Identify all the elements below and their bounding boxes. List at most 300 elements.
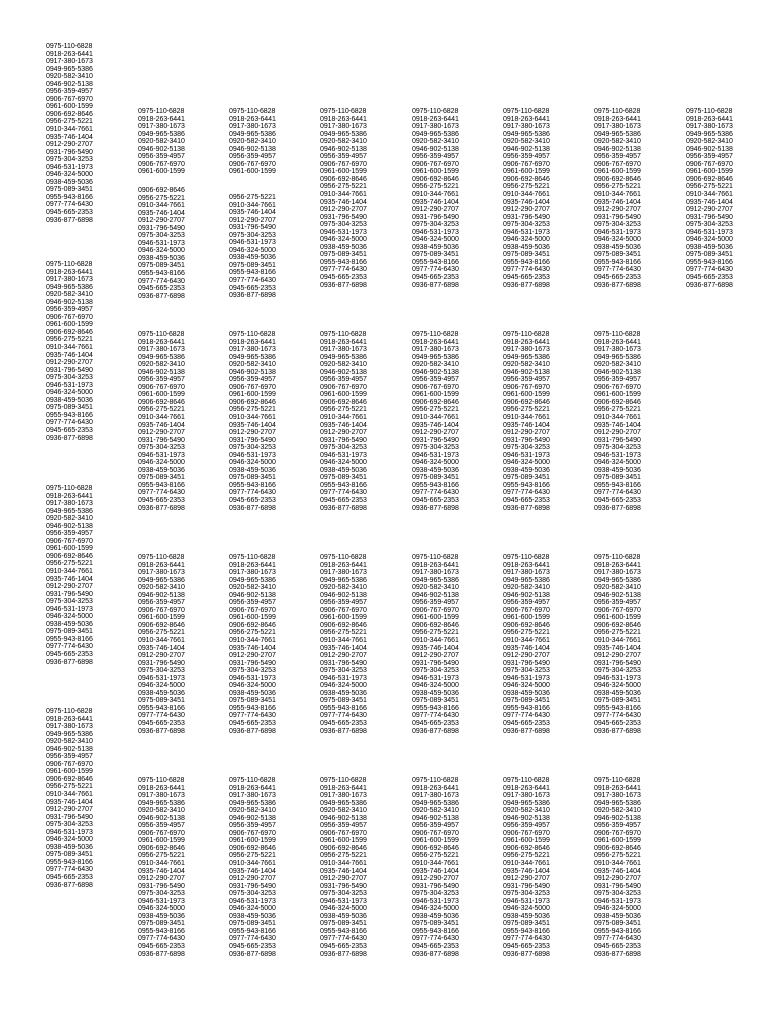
phone-number-entry: 0946-324-5000 xyxy=(503,682,550,690)
phone-number-entry: 0938-459-5036 xyxy=(320,243,367,251)
phone-number-entry: 0955-943-8166 xyxy=(320,927,367,935)
phone-number-entry: 0906-767-6970 xyxy=(138,829,185,837)
phone-number-entry: 0975-089-3451 xyxy=(503,474,550,482)
phone-number-entry: 0956-359-4957 xyxy=(229,153,276,161)
phone-number-entry: 0975-110-6828 xyxy=(503,777,550,784)
phone-number-entry: 0946-902-5138 xyxy=(46,298,93,306)
phone-number-entry: 0917-380-1673 xyxy=(138,123,185,131)
phone-number-entry: 0956-275-5221 xyxy=(412,629,459,637)
phone-number-entry: 0935-746-1404 xyxy=(686,198,733,206)
grid-row-3-col-4 xyxy=(412,554,459,735)
phone-number-entry: 0906-767-6970 xyxy=(412,383,459,391)
phone-number-entry: 0917-380-1673 xyxy=(138,569,185,577)
phone-number-entry: 0910-344-7661 xyxy=(503,414,550,422)
phone-number-entry: 0945-665-2353 xyxy=(46,874,93,882)
phone-number-entry: 0935-746-1404 xyxy=(503,198,550,206)
phone-number-entry: 0975-089-3451 xyxy=(594,251,641,259)
phone-number-entry: 0956-275-5221 xyxy=(594,852,641,860)
phone-number-entry: 0918-263-6441 xyxy=(594,338,641,346)
phone-number-entry: 0975-110-6828 xyxy=(412,554,459,561)
phone-number-entry: 0906-767-6970 xyxy=(229,829,276,837)
phone-number-entry: 0906-767-6970 xyxy=(503,606,550,614)
phone-number-entry: 0938-459-5036 xyxy=(594,466,641,474)
phone-number-entry: 0906-767-6970 xyxy=(46,537,93,545)
phone-number-entry: 0935-746-1404 xyxy=(138,209,185,217)
phone-number-entry: 0961-600-1599 xyxy=(594,168,641,176)
phone-number-entry: 0961-600-1599 xyxy=(412,168,459,176)
phone-number-entry: 0956-359-4957 xyxy=(594,376,641,384)
phone-number-entry: 0956-275-5221 xyxy=(138,406,185,414)
phone-number-entry: 0975-089-3451 xyxy=(138,697,185,705)
phone-number-entry: 0935-746-1404 xyxy=(229,867,276,875)
phone-number-entry: 0956-275-5221 xyxy=(320,406,367,414)
phone-number-entry: 0946-531-1973 xyxy=(138,451,185,459)
phone-number-entry: 0946-902-5138 xyxy=(686,145,733,153)
phone-number-entry: 0946-324-5000 xyxy=(320,682,367,690)
phone-number-entry: 0956-275-5221 xyxy=(412,183,459,191)
phone-number-entry: 0906-692-8646 xyxy=(594,175,641,183)
phone-number-entry: 0946-531-1973 xyxy=(594,228,641,236)
phone-number-entry: 0917-380-1673 xyxy=(503,792,550,800)
phone-number-entry: 0949-965-5386 xyxy=(320,799,367,807)
grid-row-4-col-4 xyxy=(412,777,459,958)
phone-number-entry: 0931-796-5490 xyxy=(138,224,185,232)
phone-number-entry: 0946-324-5000 xyxy=(46,389,93,397)
phone-number-entry: 0920-582-3410 xyxy=(320,807,367,815)
phone-number-entry: 0975-304-3253 xyxy=(412,667,459,675)
phone-number-entry: 0912-290-2707 xyxy=(320,875,367,883)
phone-number-entry: 0961-600-1599 xyxy=(46,545,93,553)
phone-number-entry: 0938-459-5036 xyxy=(229,689,276,697)
grid-row-1-col-1-upper xyxy=(138,108,185,176)
phone-number-entry: 0917-380-1673 xyxy=(229,346,276,354)
phone-number-entry: 0906-692-8646 xyxy=(412,398,459,406)
phone-number-entry: 0945-665-2353 xyxy=(229,497,276,505)
phone-number-entry: 0975-110-6828 xyxy=(229,554,276,561)
phone-number-entry: 0946-531-1973 xyxy=(503,674,550,682)
phone-number-entry: 0910-344-7661 xyxy=(320,414,367,422)
phone-number-entry: 0955-943-8166 xyxy=(503,927,550,935)
phone-number-entry: 0949-965-5386 xyxy=(320,576,367,584)
phone-number-entry: 0935-746-1404 xyxy=(412,421,459,429)
phone-number-entry: 0918-263-6441 xyxy=(686,115,733,123)
phone-number-entry: 0955-943-8166 xyxy=(229,704,276,712)
phone-number-entry: 0956-359-4957 xyxy=(229,376,276,384)
phone-number-entry: 0918-263-6441 xyxy=(46,492,93,500)
phone-number-entry: 0949-965-5386 xyxy=(46,283,93,291)
phone-number-entry: 0946-324-5000 xyxy=(412,905,459,913)
phone-number-entry: 0910-344-7661 xyxy=(412,191,459,199)
phone-number-entry: 0946-324-5000 xyxy=(503,905,550,913)
phone-number-entry: 0938-459-5036 xyxy=(503,466,550,474)
phone-number-entry: 0946-324-5000 xyxy=(412,682,459,690)
phone-number-entry: 0912-290-2707 xyxy=(503,429,550,437)
phone-number-entry: 0946-902-5138 xyxy=(46,522,93,530)
phone-number-entry: 0945-665-2353 xyxy=(686,274,733,282)
phone-number-entry: 0946-324-5000 xyxy=(138,682,185,690)
phone-number-entry: 0946-531-1973 xyxy=(320,228,367,236)
phone-number-entry: 0946-902-5138 xyxy=(46,80,93,88)
phone-number-entry: 0946-324-5000 xyxy=(412,459,459,467)
phone-number-entry: 0912-290-2707 xyxy=(46,359,93,367)
phone-number-entry: 0910-344-7661 xyxy=(594,191,641,199)
phone-number-entry: 0936-877-6898 xyxy=(138,727,185,735)
phone-number-entry: 0918-263-6441 xyxy=(503,784,550,792)
phone-number-entry: 0906-767-6970 xyxy=(46,313,93,321)
phone-number-entry: 0977-774-6430 xyxy=(320,489,367,497)
phone-number-entry: 0946-531-1973 xyxy=(412,674,459,682)
phone-number-entry: 0918-263-6441 xyxy=(503,115,550,123)
phone-number-entry: 0946-531-1973 xyxy=(320,897,367,905)
phone-number-entry: 0946-902-5138 xyxy=(412,591,459,599)
phone-number-entry: 0910-344-7661 xyxy=(229,860,276,868)
phone-number-entry: 0946-902-5138 xyxy=(412,814,459,822)
phone-number-entry: 0956-359-4957 xyxy=(320,822,367,830)
phone-number-entry: 0961-600-1599 xyxy=(320,837,367,845)
phone-number-entry: 0955-943-8166 xyxy=(503,481,550,489)
phone-number-entry: 0935-746-1404 xyxy=(320,867,367,875)
phone-number-entry: 0945-665-2353 xyxy=(320,274,367,282)
phone-number-entry: 0936-877-6898 xyxy=(320,281,367,289)
phone-number-entry: 0975-089-3451 xyxy=(229,261,276,269)
phone-number-entry: 0918-263-6441 xyxy=(412,338,459,346)
phone-number-entry: 0975-089-3451 xyxy=(229,697,276,705)
phone-number-entry: 0936-877-6898 xyxy=(594,950,641,958)
phone-number-entry: 0946-324-5000 xyxy=(320,236,367,244)
phone-number-entry: 0949-965-5386 xyxy=(594,576,641,584)
phone-number-entry: 0946-324-5000 xyxy=(503,236,550,244)
phone-number-entry: 0955-943-8166 xyxy=(138,481,185,489)
phone-number-entry: 0975-089-3451 xyxy=(138,920,185,928)
phone-number-entry: 0920-582-3410 xyxy=(686,138,733,146)
phone-number-entry: 0917-380-1673 xyxy=(46,276,93,284)
phone-number-entry: 0975-304-3253 xyxy=(503,444,550,452)
left-column-block-2 xyxy=(46,261,93,442)
phone-number-entry: 0910-344-7661 xyxy=(138,202,185,210)
phone-number-entry: 0931-796-5490 xyxy=(320,659,367,667)
phone-number-entry: 0938-459-5036 xyxy=(412,466,459,474)
phone-number-entry: 0906-692-8646 xyxy=(46,775,93,783)
phone-number-entry: 0910-344-7661 xyxy=(229,637,276,645)
phone-number-entry: 0977-774-6430 xyxy=(594,489,641,497)
phone-number-entry: 0920-582-3410 xyxy=(320,584,367,592)
phone-number-entry: 0975-110-6828 xyxy=(46,485,93,492)
phone-number-entry: 0906-767-6970 xyxy=(594,829,641,837)
phone-number-entry: 0975-089-3451 xyxy=(503,697,550,705)
phone-number-entry: 0961-600-1599 xyxy=(320,614,367,622)
phone-number-entry: 0949-965-5386 xyxy=(46,730,93,738)
phone-number-entry: 0956-275-5221 xyxy=(412,852,459,860)
phone-number-entry: 0961-600-1599 xyxy=(138,168,185,176)
phone-number-entry: 0910-344-7661 xyxy=(46,791,93,799)
phone-number-entry: 0977-774-6430 xyxy=(686,266,733,274)
phone-number-entry: 0917-380-1673 xyxy=(138,792,185,800)
phone-number-entry: 0906-692-8646 xyxy=(138,844,185,852)
phone-number-entry: 0917-380-1673 xyxy=(503,123,550,131)
phone-number-entry: 0956-275-5221 xyxy=(229,194,276,201)
phone-number-entry: 0936-877-6898 xyxy=(320,950,367,958)
phone-number-entry: 0912-290-2707 xyxy=(412,652,459,660)
phone-number-entry: 0936-877-6898 xyxy=(412,727,459,735)
phone-number-entry: 0975-304-3253 xyxy=(412,444,459,452)
phone-number-entry: 0906-692-8646 xyxy=(229,621,276,629)
phone-number-entry: 0977-774-6430 xyxy=(412,712,459,720)
phone-number-entry: 0918-263-6441 xyxy=(138,784,185,792)
phone-number-entry: 0956-275-5221 xyxy=(594,629,641,637)
phone-number-entry: 0946-531-1973 xyxy=(229,897,276,905)
phone-number-entry: 0975-304-3253 xyxy=(46,374,93,382)
phone-number-entry: 0906-767-6970 xyxy=(594,383,641,391)
phone-number-entry: 0906-692-8646 xyxy=(46,328,93,336)
phone-number-entry: 0977-774-6430 xyxy=(503,489,550,497)
phone-number-entry: 0977-774-6430 xyxy=(138,277,185,285)
phone-number-entry: 0906-692-8646 xyxy=(229,398,276,406)
grid-row-1-col-3 xyxy=(320,108,367,289)
phone-number-entry: 0918-263-6441 xyxy=(229,115,276,123)
phone-number-entry: 0977-774-6430 xyxy=(229,935,276,943)
phone-number-entry: 0938-459-5036 xyxy=(503,243,550,251)
phone-number-entry: 0912-290-2707 xyxy=(138,217,185,225)
phone-number-entry: 0920-582-3410 xyxy=(138,584,185,592)
phone-number-entry: 0961-600-1599 xyxy=(320,391,367,399)
phone-number-entry: 0912-290-2707 xyxy=(138,652,185,660)
phone-number-entry: 0961-600-1599 xyxy=(412,837,459,845)
phone-number-entry: 0975-110-6828 xyxy=(686,108,733,115)
phone-number-entry: 0945-665-2353 xyxy=(229,943,276,951)
phone-number-entry: 0945-665-2353 xyxy=(412,274,459,282)
phone-number-entry: 0946-324-5000 xyxy=(594,682,641,690)
phone-number-entry: 0977-774-6430 xyxy=(320,266,367,274)
phone-number-entry: 0975-089-3451 xyxy=(594,697,641,705)
grid-row-2-col-5 xyxy=(503,331,550,512)
phone-number-entry: 0946-902-5138 xyxy=(594,591,641,599)
phone-number-entry: 0906-767-6970 xyxy=(503,383,550,391)
phone-number-entry: 0936-877-6898 xyxy=(229,727,276,735)
phone-number-entry: 0906-692-8646 xyxy=(46,110,93,118)
phone-number-entry: 0912-290-2707 xyxy=(320,429,367,437)
phone-number-entry: 0946-902-5138 xyxy=(320,591,367,599)
phone-number-entry: 0956-275-5221 xyxy=(46,336,93,344)
phone-number-entry: 0955-943-8166 xyxy=(229,927,276,935)
phone-number-entry: 0961-600-1599 xyxy=(503,614,550,622)
phone-number-entry: 0946-902-5138 xyxy=(412,145,459,153)
phone-number-entry: 0912-290-2707 xyxy=(594,429,641,437)
phone-number-entry: 0938-459-5036 xyxy=(503,689,550,697)
phone-number-entry: 0945-665-2353 xyxy=(138,497,185,505)
phone-number-entry: 0956-275-5221 xyxy=(138,629,185,637)
phone-number-entry: 0920-582-3410 xyxy=(46,73,93,81)
phone-number-entry: 0949-965-5386 xyxy=(594,130,641,138)
phone-number-entry: 0946-531-1973 xyxy=(503,228,550,236)
phone-number-entry: 0955-943-8166 xyxy=(46,193,93,201)
phone-number-entry: 0938-459-5036 xyxy=(138,689,185,697)
phone-number-entry: 0975-304-3253 xyxy=(594,890,641,898)
phone-number-entry: 0906-767-6970 xyxy=(229,160,276,168)
phone-number-entry: 0931-796-5490 xyxy=(46,590,93,598)
phone-number-entry: 0975-304-3253 xyxy=(229,231,276,239)
phone-number-entry: 0938-459-5036 xyxy=(229,254,276,262)
phone-number-entry: 0945-665-2353 xyxy=(412,497,459,505)
phone-number-entry: 0946-531-1973 xyxy=(594,674,641,682)
phone-number-entry: 0917-380-1673 xyxy=(320,569,367,577)
phone-number-entry: 0975-110-6828 xyxy=(412,108,459,115)
phone-number-entry: 0912-290-2707 xyxy=(594,652,641,660)
grid-row-1-col-2-upper xyxy=(229,108,276,176)
phone-number-entry: 0912-290-2707 xyxy=(412,206,459,214)
phone-number-entry: 0946-902-5138 xyxy=(138,814,185,822)
phone-number-entry: 0918-263-6441 xyxy=(138,338,185,346)
phone-number-entry: 0956-359-4957 xyxy=(138,153,185,161)
phone-number-entry: 0906-692-8646 xyxy=(412,844,459,852)
grid-row-4-col-6 xyxy=(594,777,641,958)
phone-number-entry: 0975-089-3451 xyxy=(320,474,367,482)
phone-number-entry: 0945-665-2353 xyxy=(320,943,367,951)
phone-number-entry: 0938-459-5036 xyxy=(229,912,276,920)
phone-number-entry: 0917-380-1673 xyxy=(46,723,93,731)
phone-number-entry: 0935-746-1404 xyxy=(320,198,367,206)
phone-number-entry: 0945-665-2353 xyxy=(412,943,459,951)
phone-number-entry: 0975-089-3451 xyxy=(412,697,459,705)
phone-number-entry: 0906-767-6970 xyxy=(412,160,459,168)
phone-number-entry: 0935-746-1404 xyxy=(503,867,550,875)
phone-number-entry: 0975-304-3253 xyxy=(138,232,185,240)
phone-number-entry: 0912-290-2707 xyxy=(138,875,185,883)
phone-number-entry: 0961-600-1599 xyxy=(503,168,550,176)
phone-number-entry: 0912-290-2707 xyxy=(46,583,93,591)
phone-number-entry: 0906-767-6970 xyxy=(138,160,185,168)
phone-number-entry: 0936-877-6898 xyxy=(412,281,459,289)
phone-number-entry: 0949-965-5386 xyxy=(412,353,459,361)
phone-number-entry: 0955-943-8166 xyxy=(594,481,641,489)
phone-number-entry: 0910-344-7661 xyxy=(686,191,733,199)
phone-number-entry: 0975-304-3253 xyxy=(320,444,367,452)
phone-number-entry: 0917-380-1673 xyxy=(594,346,641,354)
phone-number-entry: 0975-110-6828 xyxy=(229,108,276,115)
phone-number-entry: 0961-600-1599 xyxy=(320,168,367,176)
phone-number-entry: 0946-531-1973 xyxy=(320,674,367,682)
phone-number-entry: 0956-359-4957 xyxy=(412,153,459,161)
phone-number-entry: 0956-359-4957 xyxy=(138,822,185,830)
phone-number-entry: 0946-531-1973 xyxy=(229,239,276,247)
phone-number-entry: 0917-380-1673 xyxy=(229,792,276,800)
phone-number-entry: 0975-089-3451 xyxy=(46,404,93,412)
phone-number-entry: 0938-459-5036 xyxy=(46,396,93,404)
phone-number-entry: 0917-380-1673 xyxy=(686,123,733,131)
phone-number-entry: 0975-110-6828 xyxy=(594,108,641,115)
phone-number-entry: 0977-774-6430 xyxy=(229,712,276,720)
phone-number-entry: 0955-943-8166 xyxy=(594,704,641,712)
phone-number-entry: 0938-459-5036 xyxy=(46,843,93,851)
phone-number-entry: 0949-965-5386 xyxy=(138,799,185,807)
phone-number-entry: 0931-796-5490 xyxy=(138,436,185,444)
phone-number-entry: 0906-692-8646 xyxy=(686,175,733,183)
phone-number-entry: 0956-359-4957 xyxy=(138,599,185,607)
phone-number-entry: 0912-290-2707 xyxy=(503,206,550,214)
phone-number-entry: 0975-110-6828 xyxy=(320,777,367,784)
phone-number-entry: 0906-692-8646 xyxy=(138,398,185,406)
phone-number-entry: 0931-796-5490 xyxy=(320,436,367,444)
phone-number-entry: 0946-324-5000 xyxy=(229,246,276,254)
phone-number-entry: 0906-767-6970 xyxy=(229,383,276,391)
phone-number-entry: 0975-304-3253 xyxy=(320,221,367,229)
grid-row-1-col-6 xyxy=(594,108,641,289)
phone-number-entry: 0975-110-6828 xyxy=(138,331,185,338)
phone-number-entry: 0912-290-2707 xyxy=(412,429,459,437)
phone-number-entry: 0946-324-5000 xyxy=(46,613,93,621)
phone-number-entry: 0946-531-1973 xyxy=(229,451,276,459)
phone-number-entry: 0975-304-3253 xyxy=(138,667,185,675)
phone-number-entry: 0975-110-6828 xyxy=(594,777,641,784)
phone-number-entry: 0918-263-6441 xyxy=(503,561,550,569)
phone-number-entry: 0920-582-3410 xyxy=(594,807,641,815)
phone-number-entry: 0956-275-5221 xyxy=(594,406,641,414)
grid-row-2-col-6 xyxy=(594,331,641,512)
phone-number-entry: 0931-796-5490 xyxy=(320,882,367,890)
grid-row-2-col-2 xyxy=(229,331,276,512)
phone-number-entry: 0936-877-6898 xyxy=(229,950,276,958)
phone-number-entry: 0912-290-2707 xyxy=(412,875,459,883)
phone-number-entry: 0975-304-3253 xyxy=(229,890,276,898)
phone-number-entry: 0946-902-5138 xyxy=(594,814,641,822)
phone-number-entry: 0920-582-3410 xyxy=(138,138,185,146)
phone-number-entry: 0977-774-6430 xyxy=(412,935,459,943)
phone-number-entry: 0977-774-6430 xyxy=(594,712,641,720)
phone-number-entry: 0955-943-8166 xyxy=(412,258,459,266)
phone-number-entry: 0917-380-1673 xyxy=(412,569,459,577)
phone-number-entry: 0975-089-3451 xyxy=(320,251,367,259)
phone-number-entry: 0946-531-1973 xyxy=(46,381,93,389)
phone-number-entry: 0938-459-5036 xyxy=(412,912,459,920)
phone-number-entry: 0975-304-3253 xyxy=(46,598,93,606)
phone-number-entry: 0918-263-6441 xyxy=(594,784,641,792)
phone-number-entry: 0946-531-1973 xyxy=(46,828,93,836)
phone-number-entry: 0938-459-5036 xyxy=(320,466,367,474)
phone-number-entry: 0975-110-6828 xyxy=(594,554,641,561)
phone-number-entry: 0975-089-3451 xyxy=(686,251,733,259)
phone-number-entry: 0946-324-5000 xyxy=(503,459,550,467)
phone-number-entry: 0955-943-8166 xyxy=(686,258,733,266)
phone-number-entry: 0920-582-3410 xyxy=(594,361,641,369)
phone-number-entry: 0931-796-5490 xyxy=(138,882,185,890)
phone-number-entry: 0918-263-6441 xyxy=(46,50,93,58)
phone-number-entry: 0920-582-3410 xyxy=(503,584,550,592)
phone-number-entry: 0931-796-5490 xyxy=(229,882,276,890)
phone-number-entry: 0931-796-5490 xyxy=(594,882,641,890)
phone-number-entry: 0936-877-6898 xyxy=(503,281,550,289)
phone-number-entry: 0946-531-1973 xyxy=(594,451,641,459)
phone-number-entry: 0961-600-1599 xyxy=(229,391,276,399)
phone-number-entry: 0975-089-3451 xyxy=(503,251,550,259)
phone-number-entry: 0912-290-2707 xyxy=(138,429,185,437)
phone-number-entry: 0975-304-3253 xyxy=(594,444,641,452)
phone-number-entry: 0935-746-1404 xyxy=(594,198,641,206)
phone-number-entry: 0977-774-6430 xyxy=(412,489,459,497)
grid-row-2-col-4 xyxy=(412,331,459,512)
phone-number-entry: 0961-600-1599 xyxy=(138,614,185,622)
phone-number-entry: 0956-359-4957 xyxy=(594,822,641,830)
phone-number-entry: 0956-275-5221 xyxy=(229,406,276,414)
phone-number-entry: 0975-089-3451 xyxy=(412,474,459,482)
phone-number-entry: 0956-359-4957 xyxy=(503,822,550,830)
phone-number-entry: 0906-692-8646 xyxy=(503,621,550,629)
phone-number-entry: 0920-582-3410 xyxy=(46,291,93,299)
phone-number-entry: 0949-965-5386 xyxy=(686,130,733,138)
phone-number-entry: 0918-263-6441 xyxy=(229,338,276,346)
phone-number-entry: 0945-665-2353 xyxy=(594,497,641,505)
phone-number-entry: 0949-965-5386 xyxy=(229,130,276,138)
phone-number-entry: 0949-965-5386 xyxy=(412,130,459,138)
phone-number-entry: 0961-600-1599 xyxy=(46,103,93,111)
